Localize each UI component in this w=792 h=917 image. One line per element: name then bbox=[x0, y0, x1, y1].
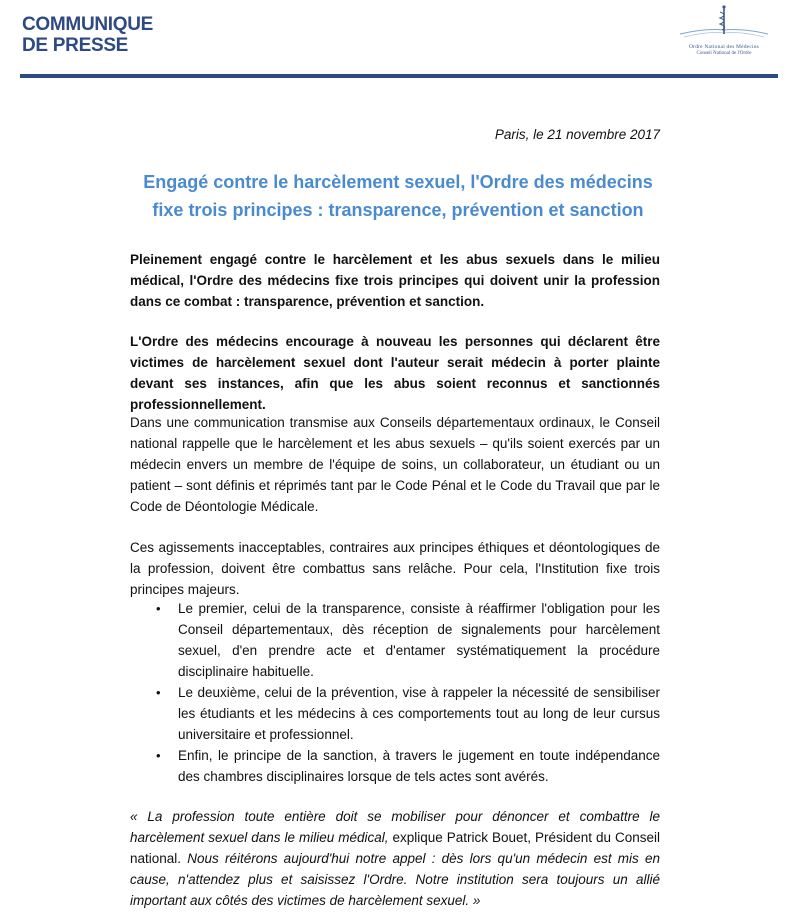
caduceus-icon bbox=[676, 4, 772, 44]
logo-caption-2: Conseil National de l'Ordre bbox=[696, 51, 752, 56]
list-item-text: Le deuxième, celui de la prévention, vise à rappeler la nécessité de sensibiliser les étudiants et les médecins à ces comportements tout au long de leur cursus universitaire et professionnel. bbox=[178, 685, 660, 742]
list-item-text: Le premier, celui de la transparence, consiste à réaffirmer l'obligation pour les Conseil départementaux, dès réception de signalements pour harcèlement sexuel, d'en prendre acte et d'entamer systématiquement la procédure disciplinaire habituelle. bbox=[178, 601, 660, 679]
title-line-2: fixe trois principes : transparence, prévention et sanction bbox=[152, 200, 644, 220]
quote-part-2: Nous réitérons aujourd'hui notre appel : dès lors qu'un médecin est mis en cause, n'attendez plus et saisissez l'Ordre. Notre institution sera toujours un allié important aux côtés des victimes de harcèlement sexuel. » bbox=[130, 851, 661, 908]
bullet-icon: • bbox=[156, 748, 161, 763]
intro-paragraph: Pleinement engagé contre le harcèlement et les abus sexuels dans le milieu médical, l'Ordre des médecins fixe trois principes qui doivent unir la profession dans ce combat : transparence, prévention et sanction. bbox=[130, 252, 660, 309]
press-release-title bbox=[120, 168, 676, 224]
bullet-icon: • bbox=[156, 601, 161, 616]
quote-part-1: « La profession toute entière doit se mobiliser pour dénoncer et combattre le harcèlement sexuel dans le milieu médical, bbox=[130, 809, 660, 845]
list-item bbox=[130, 745, 660, 787]
brand-line-1: COMMUNIQUE bbox=[22, 14, 154, 35]
communication-paragraph: Dans une communication transmise aux Conseils départementaux ordinaux, le Conseil national rappelle que le harcèlement et les abus sexuels – qu'ils soient exercés par un médecin envers un membre de l'équipe de soins, un collaborateur, un étudiant ou un patient – sont définis et réprimés tant par le Code Pénal et le Code du Travail que par le Code de Déontologie Médicale. bbox=[130, 415, 660, 514]
quote-attribution: explique Patrick Bouet, Président du Conseil national. bbox=[130, 830, 660, 866]
release-date: Paris, le 21 novembre 2017 bbox=[494, 127, 660, 142]
list-item bbox=[130, 682, 660, 745]
president-quote bbox=[130, 806, 660, 911]
principles-list bbox=[130, 598, 660, 787]
bullet-icon: • bbox=[156, 685, 161, 700]
logo-caption-1: Ordre National des Médecins bbox=[688, 44, 759, 50]
press-release-heading bbox=[22, 14, 153, 56]
title-line-1: Engagé contre le harcèlement sexuel, l'Ordre des médecins bbox=[143, 172, 653, 192]
list-item-text: Enfin, le principe de la sanction, à travers le jugement en toute indépendance des chambres disciplinaires lorsque de tels actes sont avérés. bbox=[178, 748, 660, 784]
brand-line-2: DE PRESSE bbox=[22, 35, 129, 56]
principles-intro-paragraph: Ces agissements inacceptables, contraires aux principes éthiques et déontologiques de la profession, doivent être combattus sans relâche. Pour cela, l'Institution fixe trois principes majeurs. bbox=[130, 540, 660, 597]
ordre-medecins-logo bbox=[676, 4, 772, 62]
encouragement-paragraph: L'Ordre des médecins encourage à nouveau les personnes qui déclarent être victimes de harcèlement sexuel dont l'auteur serait médecin à porter plainte devant ses instances, afin que les abus soient reconnus et sanctionnés professionnellement. bbox=[130, 334, 660, 412]
list-item bbox=[130, 598, 660, 682]
header-divider bbox=[20, 74, 778, 78]
